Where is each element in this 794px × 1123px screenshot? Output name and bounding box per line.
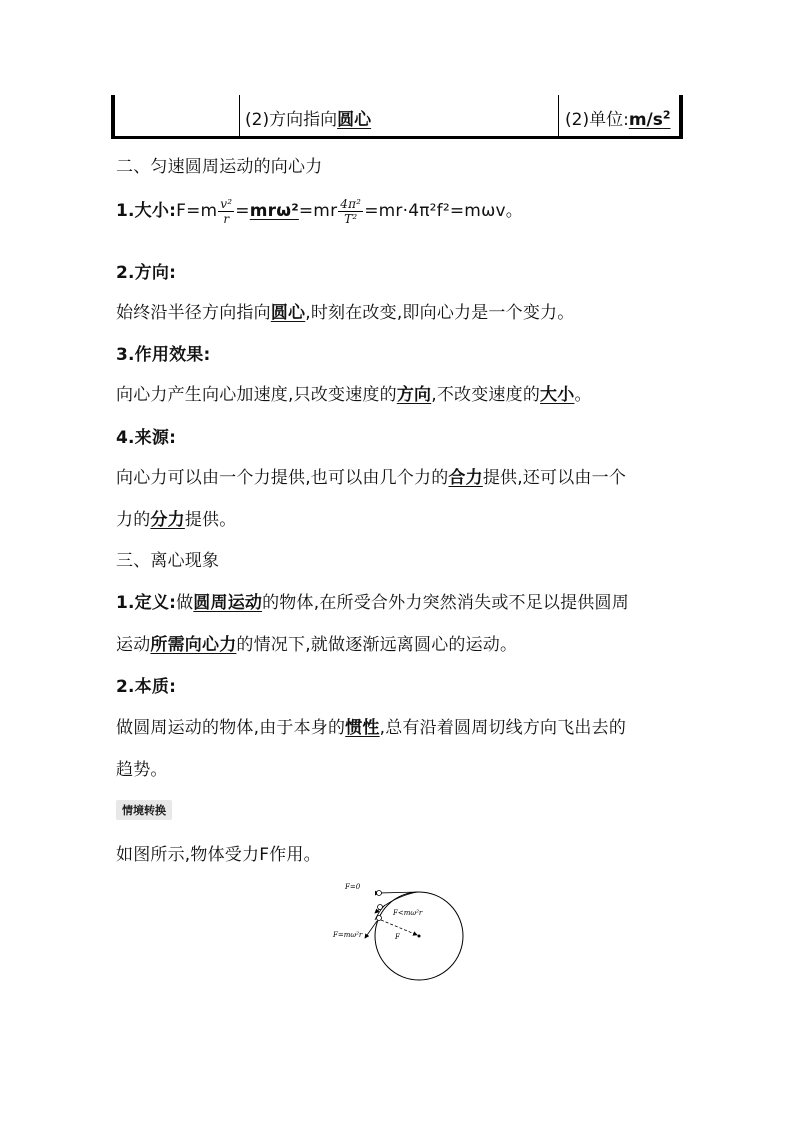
table-cell-direction: (2)方向指向圆心 (245, 110, 372, 130)
section3-heading: 三、离心现象 (116, 551, 220, 571)
scenario-text: 如图所示,物体受力F作用。 (116, 845, 321, 865)
fraction-v2-r: $\frac{\text{v²}}{r}$ (220, 196, 233, 226)
definition-line-1: 1.定义:做圆周运动的物体,在所受合外力突然消失或不足以提供圆周 (116, 593, 629, 613)
label-f: F (395, 933, 400, 941)
essence-label: 2.本质: (116, 677, 177, 697)
direction-label: 2.方向: (116, 263, 177, 283)
table-fragment (111, 95, 683, 139)
effect-label: 3.作用效果: (116, 345, 211, 365)
object-low (377, 916, 382, 921)
source-text-2: 力的分力提供。 (116, 510, 237, 530)
centrifugal-diagram (325, 875, 485, 985)
section2-heading: 二、匀速圆周运动的向心力 (116, 157, 323, 177)
formula-magnitude: 1.大小:F=m $\frac{\text{v²}}{r}$ =mrω²=mr $\frac{\text{4π²}}{\text{T²}}$ =mr·4π²f²=mωv。 (116, 196, 523, 226)
source-label: 4.来源: (116, 428, 177, 448)
object-top (377, 891, 382, 896)
label-f-zero: F=0 (345, 883, 361, 891)
definition-line-2: 运动所需向心力的情况下,就做逐渐远离圆心的运动。 (116, 635, 518, 655)
source-text-1: 向心力可以由一个力提供,也可以由几个力的合力提供,还可以由一个 (116, 468, 627, 488)
direction-text: 始终沿半径方向指向圆心,时刻在改变,即向心力是一个变力。 (116, 303, 575, 323)
effect-text: 向心力产生向心加速度,只改变速度的方向,不改变速度的大小。 (116, 385, 592, 405)
fraction-4pi2-T2: $\frac{\text{4π²}}{\text{T²}}$ (340, 196, 362, 226)
essence-text-1: 做圆周运动的物体,由于本身的惯性,总有沿着圆周切线方向飞出去的 (116, 718, 627, 738)
label-f-equal: F=mω²r (333, 931, 363, 939)
table-cell-unit: (2)单位$:m/s^2$ (565, 108, 671, 130)
essence-text-2: 趋势。 (116, 760, 168, 780)
center-dot (418, 935, 421, 938)
label-f-less: F<mω²r (393, 909, 423, 917)
scenario-tag: 情境转换 (116, 800, 172, 820)
